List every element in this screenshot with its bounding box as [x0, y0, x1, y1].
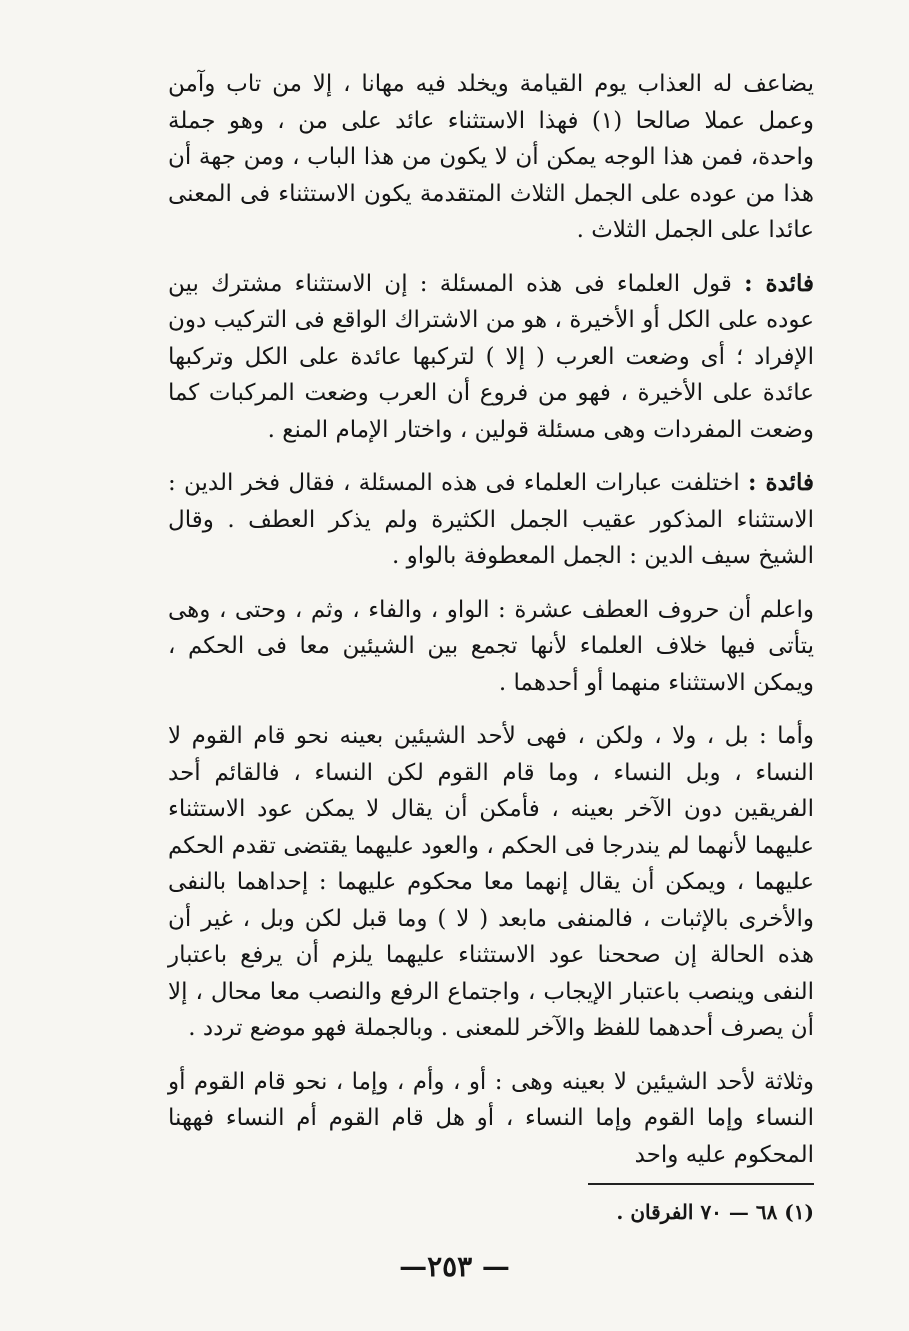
- paragraph-2-lead: فائدة :: [744, 269, 814, 297]
- paragraph-6: [168, 1064, 814, 1174]
- paragraph-1-text: يضاعف له العذاب يوم القيامة ويخلد فيه مهانا ، إلا من تاب وآمن وعمل عملا صالحا (١) فهذا الاستثناء عائد على من ، وهو جملة واحدة، فمن هذا الوجه يمكن أن لا يكون من هذا الباب ، ومن جهة أن هذا من عوده على الجمل الثلاث المتقدمة يكون الاستثناء فى المعنى عائدا على الجمل الثلاث .: [168, 71, 814, 243]
- page-number: — ٢٥٣—: [399, 1250, 510, 1283]
- paragraph-3-text: اختلفت عبارات العلماء فى هذه المسئلة ، فقال فخر الدين : الاستثناء المذكور عقيب الجمل الكثيرة ولم يذكر العطف . وقال الشيخ سيف الدين : الجمل المعطوفة بالواو .: [168, 470, 814, 569]
- body-text: [168, 66, 814, 1190]
- paragraph-4: [168, 592, 814, 702]
- paragraph-1: [168, 66, 814, 249]
- paragraph-5: [168, 718, 814, 1047]
- paragraph-3-lead: فائدة :: [748, 469, 815, 496]
- paragraph-5-text: وأما : بل ، ولا ، ولكن ، فهى لأحد الشيئين بعينه نحو قام القوم لا النساء ، وبل النساء ، وما قام القوم لكن النساء ، فالقائم أحد الفريقين دون الآخر بعينه ، فأمكن أن يقال لا يمكن عود الاستثناء عليهما لأنهما لم يندرجا فى الحكم ، والعود عليهما يقتضى تقدم الحكم عليهما ، ويمكن أن يقال إنهما معا محكوم عليهما : إحداهما بالنفى والأخرى بالإثبات ، فالمنفى مابعد ( لا ) وما قبل لكن وبل ، غير أن هذه الحالة إن صححنا عود الاستثناء عليهما يلزم أن يرفع باعتبار النفى وينصب باعتبار الإيجاب ، واجتماع الرفع والنصب معا محال ، إلا أن يصرف أحدهما للفظ والآخر للمعنى . وبالجملة فهو موضع تردد .: [168, 723, 814, 1041]
- footnote-divider: [588, 1183, 814, 1185]
- footnote: (١) ٦٨ — ٧٠ الفرقان .: [616, 1200, 814, 1224]
- paragraph-2: [168, 266, 814, 449]
- paragraph-4-text: واعلم أن حروف العطف عشرة : الواو ، والفاء ، وثم ، وحتى ، وهى يتأتى فيها خلاف العلماء لأنها تجمع بين الشيئين معا فى الحكم ، ويمكن الاستثناء منهما أو أحدهما .: [168, 596, 814, 696]
- paragraph-2-text: قول العلماء فى هذه المسئلة : إن الاستثناء مشترك بين عوده على الكل أو الأخيرة ، هو من الاشتراك الواقع فى التركيب دون الإفراد ؛ أى وضعت العرب ( إلا ) لتركبها عائدة على الكل وتركبها عائدة على الأخيرة ، فهو من فروع أن العرب وضعت المركبات كما وضعت المفردات وهى مسئلة قولين ، واختار الإمام المنع .: [168, 270, 814, 443]
- paragraph-3: [168, 465, 814, 575]
- paragraph-6-text: وثلاثة لأحد الشيئين لا بعينه وهى : أو ، وأم ، وإما ، نحو قام القوم أو النساء وإما القوم وإما النساء ، أو هل قام القوم أم النساء فههنا المحكوم عليه واحد: [168, 1068, 814, 1168]
